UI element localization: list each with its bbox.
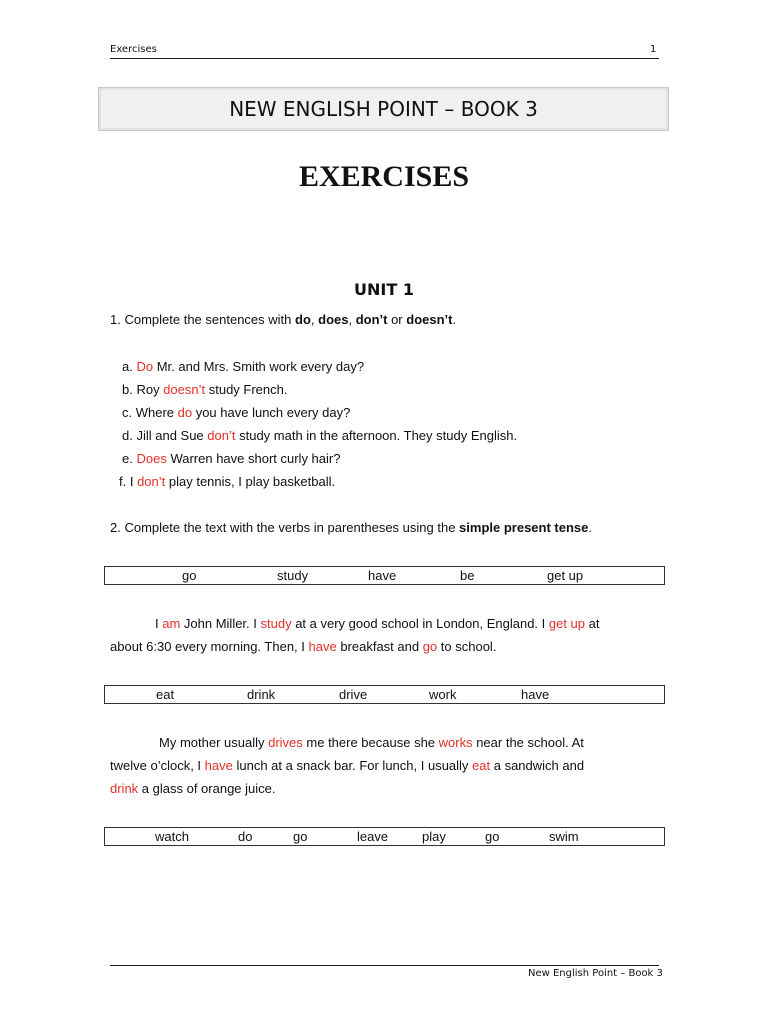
answer-text: have (308, 639, 337, 654)
answer-text: drink (110, 781, 139, 796)
word-box-1 (104, 566, 665, 585)
answer-text: Does (136, 451, 167, 466)
word-box-3 (104, 827, 665, 846)
header-page-number: 1 (650, 44, 657, 55)
answer-text: am (162, 616, 181, 631)
word-box-word: work (429, 687, 457, 702)
exercise-1-item: b. Roy doesn’t study French. (122, 382, 288, 397)
paragraph-2-line: twelve o’clock, I have lunch at a snack bar. For lunch, I usually eat a sandwich and (110, 758, 585, 773)
paragraph-2-line: drink a glass of orange juice. (110, 781, 276, 796)
word-box-word: be (460, 568, 475, 583)
word-box-word: watch (155, 829, 189, 844)
answer-text: doesn’t (163, 382, 206, 397)
word-box-word: swim (549, 829, 579, 844)
exercise-1-item: a. Do Mr. and Mrs. Smith work every day? (122, 359, 365, 374)
unit-title: UNIT 1 (354, 280, 414, 299)
word-box-word: get up (547, 568, 584, 583)
word-box-word: have (368, 568, 397, 583)
footer-book-name: New English Point – Book 3 (528, 968, 663, 979)
word-box-word: go (293, 829, 308, 844)
word-box-word: eat (156, 687, 175, 702)
footer-divider (110, 965, 659, 966)
answer-text: have (204, 758, 233, 773)
page-title: EXERCISES (298, 160, 470, 193)
book-title-box (98, 87, 669, 131)
word-box-word: leave (357, 829, 389, 844)
answer-text: don’t (207, 428, 236, 443)
paragraph-2-line: My mother usually drives me there because she works near the school. At (159, 735, 584, 750)
word-box-word: drink (247, 687, 276, 702)
answer-text: get up (548, 616, 586, 631)
exercise-2-instruction: 2. Complete the text with the verbs in parentheses using the simple present tense. (110, 520, 592, 535)
header-section-label: Exercises (110, 44, 157, 55)
answer-text: drives (268, 735, 303, 750)
exercise-1-item: e. Does Warren have short curly hair? (122, 451, 341, 466)
paragraph-1-line: about 6:30 every morning. Then, I have breakfast and go to school. (110, 639, 497, 654)
answer-text: works (438, 735, 473, 750)
exercise-1-item: c. Where do you have lunch every day? (122, 405, 351, 420)
answer-text: Do (136, 359, 154, 374)
answer-text: go (422, 639, 438, 654)
word-box-2 (104, 685, 665, 704)
word-box-word: drive (339, 687, 368, 702)
book-title: NEW ENGLISH POINT – BOOK 3 (229, 97, 538, 121)
answer-text: do (177, 405, 193, 420)
header-divider (110, 58, 659, 59)
exercise-1-item: d. Jill and Sue don’t study math in the afternoon. They study English. (122, 428, 518, 443)
word-box-word: go (182, 568, 197, 583)
word-box-word: play (422, 829, 446, 844)
word-box-word: have (521, 687, 550, 702)
word-box-word: do (238, 829, 253, 844)
answer-text: study (260, 616, 292, 631)
answer-text: eat (472, 758, 491, 773)
word-box-word: go (485, 829, 500, 844)
exercise-1-instruction: 1. Complete the sentences with do, does, don’t or doesn’t. (110, 312, 457, 327)
answer-text: don’t (137, 474, 166, 489)
paragraph-1-line: I am John Miller. I study at a very good school in London, England. I get up at (155, 616, 600, 631)
word-box-word: study (277, 568, 309, 583)
exercise-1-item: f. I don’t play tennis, I play basketball. (119, 474, 336, 489)
